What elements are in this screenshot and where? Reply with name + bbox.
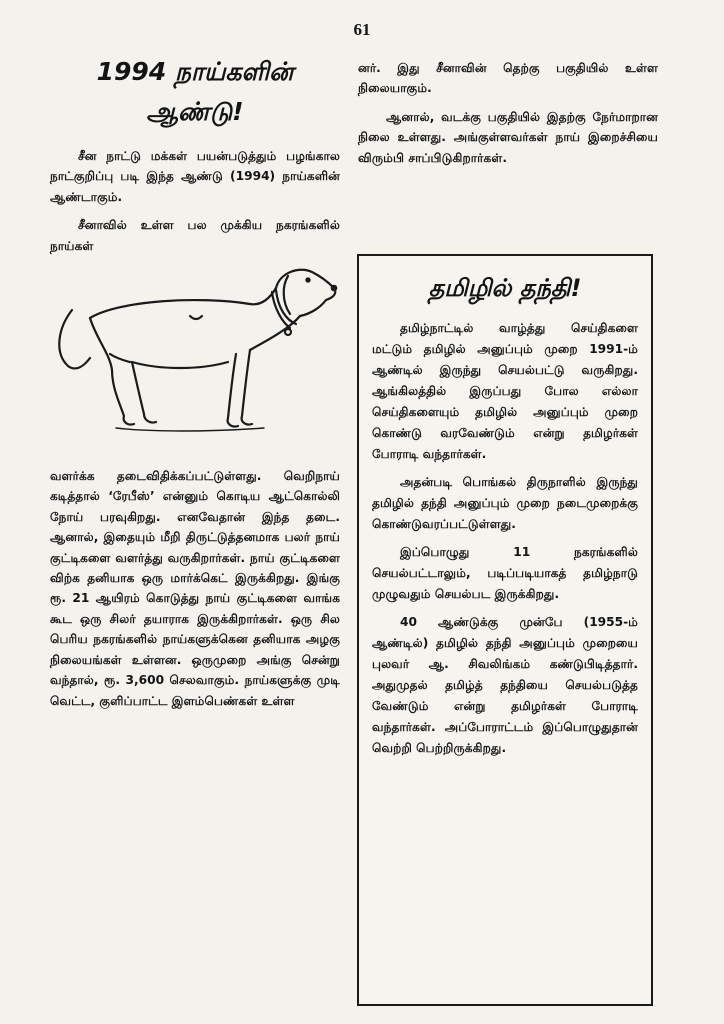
article-paragraph-1: சீன நாட்டு மக்கள் பயன்படுத்தும் பழங்கால நாட்குறிப்பு படி இந்த ஆண்டு (1994) நாய்களின் ஆண்டாகும். xyxy=(50,149,340,204)
article-paragraph-4: னர். இது சீனாவின் தெற்கு பகுதியில் உள்ள நிலையாகும். xyxy=(358,61,658,96)
article-right-column xyxy=(358,58,658,168)
page-number: 61 xyxy=(353,20,371,39)
article-paragraph-3: வளர்க்க தடைவிதிக்கப்பட்டுள்ளது. வெறிநாய் கடித்தால் ‘ரேபீஸ்’ என்னும் கொடிய ஆட்கொல்லி நோய் பரவுகிறது. எனவேதான் இந்த தடை. ஆனால், இதையும் மீறி திருட்டுத்தனமாக பலர் நாய் குட்டிகளை வளர்த்து வருகிறார்கள். நாய் குட்டிகளை விற்க தனியாக ஒரு மார்க்கெட் இருக்கிறது. இங்கு ரூ. 21 ஆயிரம் கொடுத்து நாய் குட்டிகளை வாங்க கூட ஒரு சிலர் தயாராக இருக்கிறார்கள். ஒரு சில பெரிய நகரங்களில் நாய்களுக்கென தனியாக அழகு நிலையங்கள் உள்ளன. ஒருமுறை அங்கு சென்று வந்தால், ரூ. 3,600 செலவாகும். நாய்களுக்கு முடி வெட்ட, குளிப்பாட்ட இளம்பெண்கள் உள்ள xyxy=(50,469,340,708)
box-paragraph-4: 40 ஆண்டுக்கு முன்பே (1955-ம் ஆண்டில்) தமிழில் தந்தி அனுப்பும் முறையை புலவர் ஆ. சிவலிங்கம் கண்டுபிடித்தார். அதுமுதல் தமிழ்த் தந்தியை செயல்படுத்த வேண்டும் என்று தமிழர்கள் போராடி வந்தார்கள். அப்போராட்டம் இப்பொழுதுதான் வெற்றி பெற்றிருக்கிறது. xyxy=(372,615,638,755)
box-paragraph-1: தமிழ்நாட்டில் வாழ்த்து செய்திகளை மட்டும் தமிழில் அனுப்பும் முறை 1991-ம் ஆண்டில் இருந்து செயல்பட்டு வருகிறது. ஆங்கிலத்தில் இருப்பது போல எல்லா செய்திகளையும் தமிழில் அனுப்பும் முறை கொண்டு வரவேண்டும் என்று தமிழர்கள் போராடி வந்தார்கள். xyxy=(372,321,638,461)
article-paragraph-5: ஆனால், வடக்கு பகுதியில் இதற்கு நேர்மாறான நிலை உள்ளது. அங்குள்ளவர்கள் நாய் இறைச்சியை விரும்பி சாப்பிடுகிறார்கள். xyxy=(358,109,658,165)
box-title: தமிழில் தந்தி! xyxy=(428,274,582,302)
article-left-column xyxy=(50,52,340,711)
article-paragraph-2: சீனாவில் உள்ள பல முக்கிய நகரங்களில் நாய்கள் xyxy=(50,218,340,253)
article-headline: 1994 நாய்களின் ஆண்டு! xyxy=(96,57,294,126)
box-paragraph-2: அதன்படி பொங்கல் திருநாளில் இருந்து தமிழில் தந்தி அனுப்பும் முறை நடைமுறைக்கு கொண்டுவரப்பட்டுள்ளது. xyxy=(372,475,638,531)
dog-illustration-icon xyxy=(50,258,340,458)
tamil-telegram-box xyxy=(357,254,653,1006)
box-paragraph-3: இப்பொழுது 11 நகரங்களில் செயல்பட்டாலும், படிப்படியாகத் தமிழ்நாடு முழுவதும் செயல்பட இருக்கிறது. xyxy=(372,545,638,601)
